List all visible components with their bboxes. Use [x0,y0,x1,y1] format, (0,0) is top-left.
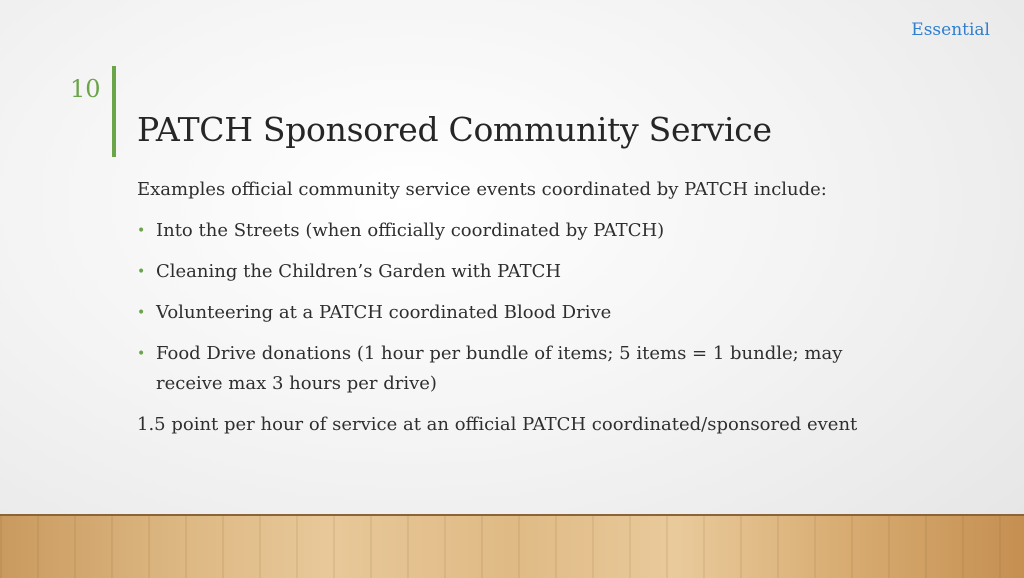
intro-text: Examples official community service events coordinated by PATCH include: [137,179,827,200]
bullet-icon: • [137,346,146,362]
bullet-list [137,216,897,399]
list-item [137,257,897,287]
bullet-text: Into the Streets (when officially coordinated by PATCH) [156,220,665,241]
footer-note: 1.5 point per hour of service at an official PATCH coordinated/sponsored event [137,414,858,435]
accent-divider [112,66,116,157]
bullet-text: Volunteering at a PATCH coordinated Blood Drive [156,302,612,323]
wood-floor-background [0,514,1024,578]
bullet-icon: • [137,264,146,280]
slide-title: PATCH Sponsored Community Service [137,110,772,149]
essential-tag: Essential [911,20,990,40]
list-item [137,216,897,246]
bullet-icon: • [137,223,146,239]
bullet-text: Food Drive donations (1 hour per bundle of items; 5 items = 1 bundle; may receive max 3 hours per drive) [156,343,843,394]
list-item [137,339,897,399]
list-item [137,298,897,328]
bullet-icon: • [137,305,146,321]
slide-number: 10 [70,75,101,103]
bullet-text: Cleaning the Children’s Garden with PATCH [156,261,562,282]
slide-content [137,175,897,451]
